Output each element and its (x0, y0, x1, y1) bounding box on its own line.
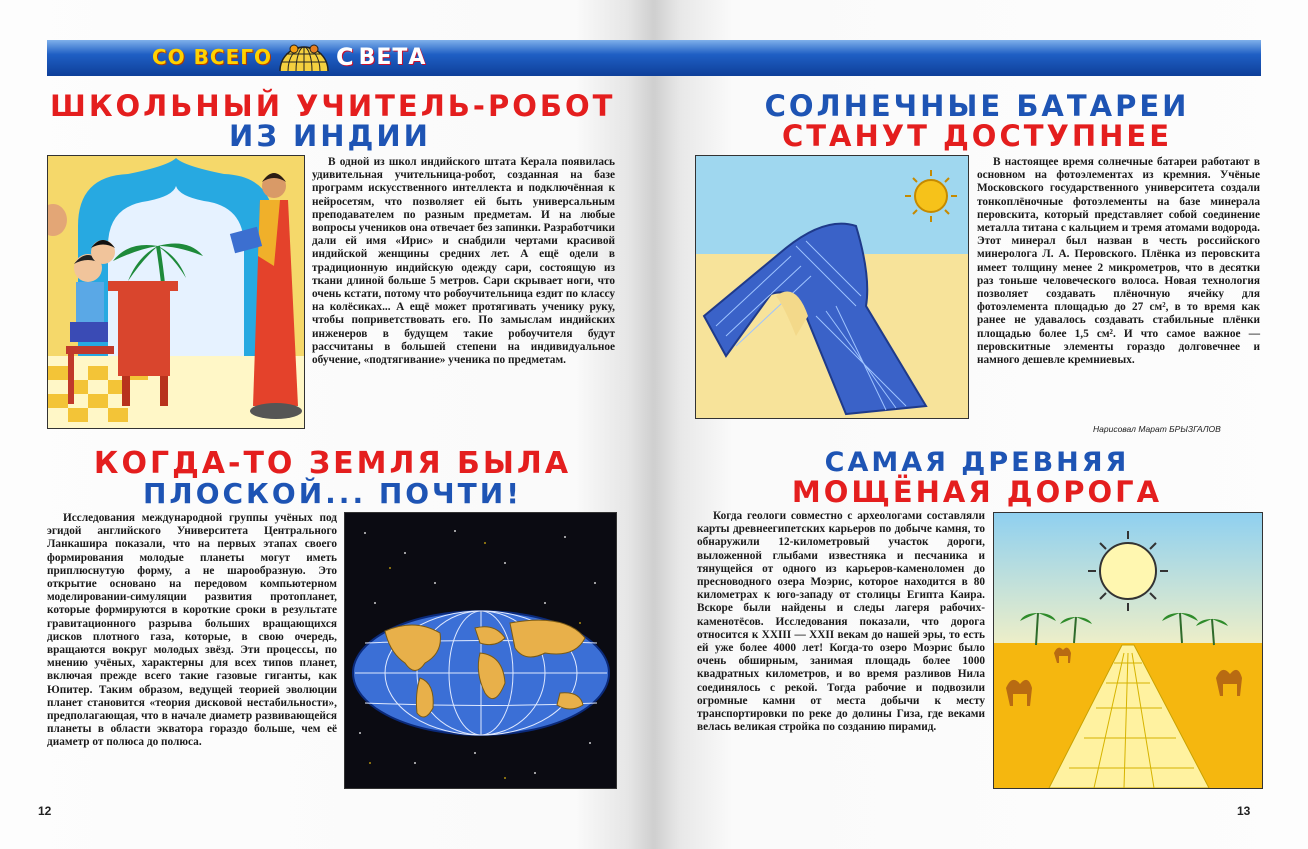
earth-article-text (47, 512, 337, 750)
road-article-text (697, 510, 985, 734)
robot-paragraph: В одной из школ индийского штата Керала появилась удивительная учительница-робот, созданная на базе программ искусственного интеллекта и подключённая к нейросетям, что позволяет ей быть универсальным преподавателем по разным предметам. И на любые вопросы учеников она отвечает без запинки. Разработчики дали ей имя «Ирис» и снабдили чертами красивой индийской женщины средних лет. А ещё одели в традиционную индийскую одежду сари, состоящую из ткани длиной больше 5 метров. Сари скрывает ноги, что очень кстати, потому что робоучительница ездит по классу на колёсиках... А ещё может протягивать ученику руку, чтобы поприветствовать его. По замыслам индийских инженеров в будущем такие робоучителя будут рассчитаны в большей степени на индивидуальное обучение, «подтягивание» ученика по предметам. (312, 156, 615, 367)
logo-word-3: ВЕТА (358, 44, 427, 70)
flat-earth-illustration (344, 512, 617, 789)
globe-icon (276, 42, 332, 72)
earth-paragraph: Исследования международной группы учёных под эгидой английского Университета Центрального Ланкашира показали, что на первых этапах своего формирования молодые планеты могут иметь приплюснутую форму, а не шарообразную. Это открытие основано на передовом компьютерном моделировании-симуляции развития протопланет, которые формируются в короткие сроки в результате гравитационного разрыва больших вращающихся дисков плотного газа, которые, в свою очередь, вращаются вокруг молодых звёзд. Эти процессы, по мнению учёных, характерны для всех типов планет, включая прежде всего такие газовые гиганты, как Юпитер. Таким образом, ведущей теорией эволюции планет становится «теория дисковой нестабильности», предполагающая, что в начале диаметр развивающейся планеты в области экватора гораздо больше, чем её диаметр от полюса до полюса. (47, 512, 337, 749)
ancient-road-illustration (993, 512, 1263, 789)
robot-teacher-illustration (47, 155, 305, 429)
solar-paragraph: В настоящее время солнечные батареи работают в основном на фотоэлементах из кремния. Учёные Московского государственного университета создали тонкоплёночные фотоэлементы на базе минерала перовскита, который представляет собой соединение металла титана с кальцием и тремя атомами водорода. Этот минерал был назван в честь российского минеролога Л. А. Перовского. Плёнка из перовскита имеет толщину менее 2 микрометров, что в десятки раз тоньше человеческого волоса. Новая технология позволяет создавать плёночную ячейку для фотоэлемента площадью до 27 см², в то время как ранее не удавалось создавать стабильные плёнки площадью более 1,5 см². И что самое важное — перовскитные элементы гораздо долговечнее и намного дешевле кремниевых. (977, 156, 1260, 367)
header-band-right (654, 40, 1261, 76)
solar-article-text (977, 156, 1260, 367)
robot-article-text (312, 156, 615, 367)
logo-word-1: СО ВСЕГО (152, 45, 272, 69)
logo-word-2: С (335, 43, 355, 71)
robot-title-line1: ШКОЛЬНЫЙ УЧИТЕЛЬ-РОБОТ (50, 89, 616, 123)
solar-title-line1: СОЛНЕЧНЫЕ БАТАРЕИ (764, 89, 1190, 123)
page-number-right: 13 (1237, 804, 1251, 818)
earth-title-line2: ПЛОСКОЙ... ПОЧТИ! (143, 477, 522, 510)
robot-title-line2: ИЗ ИНДИИ (229, 119, 431, 153)
solar-panel-illustration (695, 155, 969, 419)
solar-title-line2: СТАНУТ ДОСТУПНЕЕ (781, 119, 1173, 153)
page-number-left: 12 (38, 804, 52, 818)
road-title-line2: МОЩЁНАЯ ДОРОГА (791, 475, 1163, 509)
illustrator-credit: Нарисовал Марат БРЫЗГАЛОВ (1093, 424, 1221, 434)
earth-title-line1: КОГДА-ТО ЗЕМЛЯ БЫЛА (93, 446, 572, 481)
section-logo (152, 42, 426, 72)
road-paragraph: Когда геологи совместно с археологами составляли карты древнеегипетских карьеров по добыче камня, то обнаружили 12-километровый участок дороги, выложенной глыбами известняка и песчаника и тянущейся от одного из карьеров-каменоломен до пресноводного озера Моэрис, которое находится в 80 километрах к юго-западу от столицы Египта Каира. Вскоре были найдены и следы лагеря рабочих-каменотёсов. Исследования показали, что дорога относится к XXIII — XXII векам до нашей эры, то есть ей уже более 4000 лет! Когда-то озеро Моэрис было очень обширным, занимая площадь более 1000 квадратных километров, и во время разливов Нила соединялось с рекой. Тогда рабочие и подвозили огромные камни от места добычи к месту транспортировки по реке до долины Гиза, где веками велась великая стройка по созданию пирамид. (697, 510, 985, 734)
road-title-line1: САМАЯ ДРЕВНЯЯ (824, 447, 1130, 478)
